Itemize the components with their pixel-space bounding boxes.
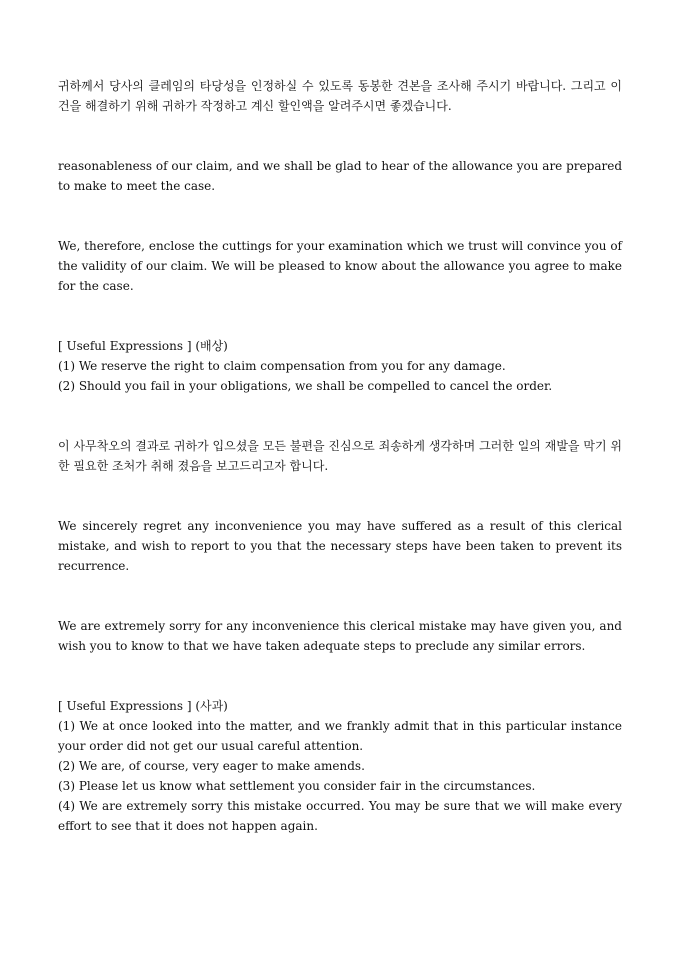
useful-expressions-compensation [58, 336, 622, 396]
list-item: (2) Should you fail in your obligations, we shall be compelled to cancel the order. [58, 379, 553, 393]
paragraph-extremely-sorry: We are extremely sorry for any inconvenience this clerical mistake may have given you, and wish you to know to that we have taken adequate steps to preclude any similar errors. [58, 619, 622, 653]
useful-expressions-apology [58, 696, 622, 836]
paragraph-claim-korean: 귀하께서 당사의 클레임의 타당성을 인정하실 수 있도록 동봉한 견본을 조사해 주시기 바랍니다. 그리고 이 건을 해결하기 위해 귀하가 작정하고 계신 할인액을 알려주시면 좋겠습니다. [58, 79, 622, 113]
spacer [58, 116, 622, 156]
list-item: (3) Please let us know what settlement you consider fair in the circumstances. [58, 779, 536, 793]
useful-expressions-heading: [ Useful Expressions ] (배상) [58, 339, 228, 353]
spacer [58, 476, 622, 516]
useful-expressions-heading: [ Useful Expressions ] (사과) [58, 699, 228, 713]
spacer [58, 196, 622, 236]
list-item: (2) We are, of course, very eager to make amends. [58, 759, 365, 773]
paragraph-claim-reasonableness: reasonableness of our claim, and we shall be glad to hear of the allowance you are prepared to make to meet the case. [58, 159, 622, 193]
list-item: (1) We reserve the right to claim compensation from you for any damage. [58, 359, 506, 373]
list-item: (1) We at once looked into the matter, and we frankly admit that in this particular instance your order did not get our usual careful attention. [58, 719, 622, 753]
spacer [58, 656, 622, 696]
spacer [58, 576, 622, 616]
list-item: (4) We are extremely sorry this mistake occurred. You may be sure that we will make every effort to see that it does not happen again. [58, 799, 622, 833]
paragraph-sincerely-regret: We sincerely regret any inconvenience you may have suffered as a result of this clerical mistake, and wish to report to you that the necessary steps have been taken to prevent its recurrence. [58, 519, 622, 573]
paragraph-enclose-cuttings: We, therefore, enclose the cuttings for your examination which we trust will convince you of the validity of our claim. We will be pleased to know about the allowance you agree to make for the case. [58, 239, 622, 293]
spacer [58, 296, 622, 336]
paragraph-apology-korean: 이 사무착오의 결과로 귀하가 입으셨을 모든 불편을 진심으로 죄송하게 생각하며 그러한 일의 재발을 막기 위한 필요한 조처가 취해 졌음을 보고드리고자 합니다. [58, 439, 622, 473]
document-page [58, 76, 622, 836]
spacer [58, 396, 622, 436]
